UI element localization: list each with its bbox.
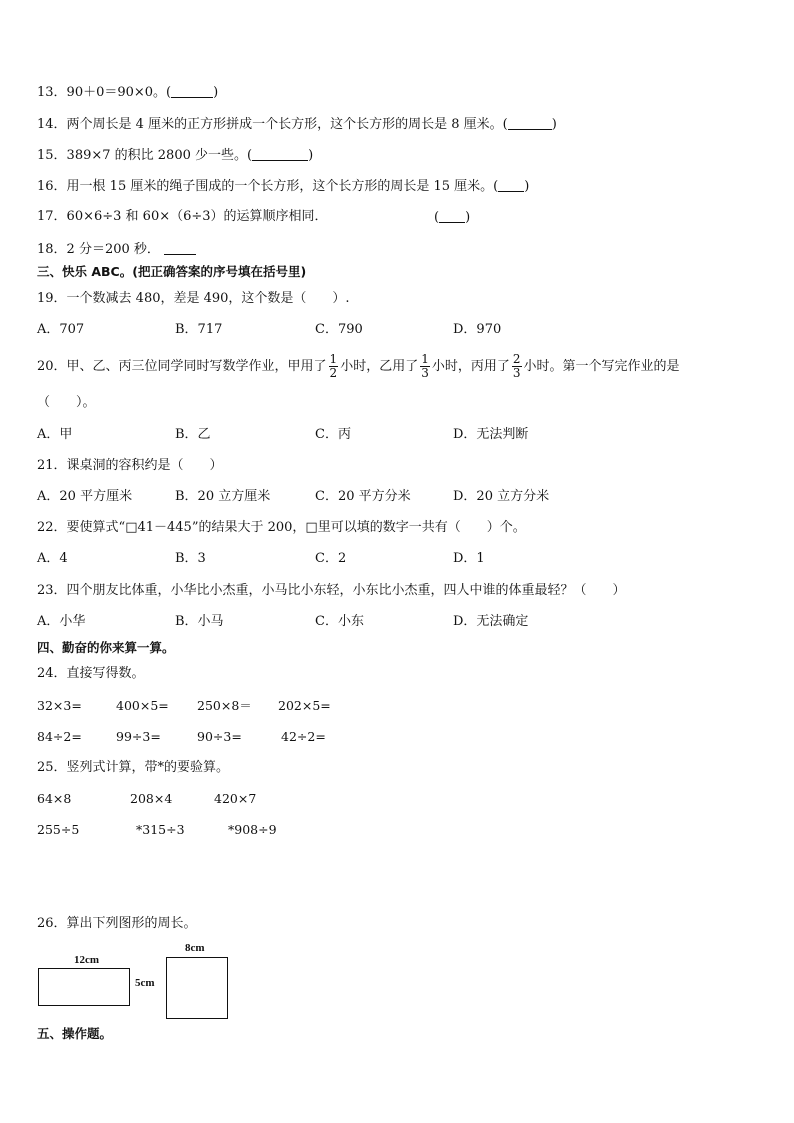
option-b[interactable]: B．3 <box>175 551 206 566</box>
answer-blank[interactable] <box>164 241 196 255</box>
square-side-label: 8cm <box>185 942 205 954</box>
answer-blank[interactable] <box>508 116 552 130</box>
question-16-text: 16．用一根 15 厘米的绳子围成的一个长方形，这个长方形的周长是 15 厘米。( <box>37 179 499 194</box>
calc-item: 208×4 <box>130 791 173 806</box>
question-21-text: 21．课桌洞的容积约是（ ） <box>37 458 223 473</box>
question-26-text: 26．算出下列图形的周长。 <box>37 916 197 931</box>
calc-item: 420×7 <box>214 791 257 806</box>
calc-item: 202×5= <box>278 698 331 713</box>
question-19-text: 19．一个数减去 480，差是 490，这个数是（ ）. <box>37 291 350 306</box>
question-20-text: 20．甲、乙、丙三位同学同时写数学作业，甲用了 <box>37 359 327 374</box>
question-24-text: 24．直接写得数。 <box>37 666 145 681</box>
option-a[interactable]: A．甲 <box>37 427 73 442</box>
option-d[interactable]: D．无法判断 <box>453 427 529 442</box>
option-b[interactable]: B．乙 <box>175 427 211 442</box>
calc-item: 42÷2= <box>281 729 326 744</box>
paren-open: ( <box>434 210 440 225</box>
answer-blank[interactable] <box>171 84 213 98</box>
option-d[interactable]: D．20 立方分米 <box>453 489 550 504</box>
fraction-one-third <box>420 353 430 380</box>
question-15 <box>37 147 313 164</box>
question-14-text: 14．两个周长是 4 厘米的正方形拼成一个长方形，这个长方形的周长是 8 厘米。( <box>37 117 508 132</box>
fraction-numerator: 2 <box>512 352 521 366</box>
calc-item: 64×8 <box>37 791 72 806</box>
question-17-answer <box>434 209 470 226</box>
question-15-text: 15．389×7 的积比 2800 少一些。( <box>37 148 253 163</box>
question-17 <box>37 209 328 225</box>
calc-item: *908÷9 <box>228 822 277 837</box>
calc-item: 250×8＝ <box>197 698 252 713</box>
option-c[interactable]: C．小东 <box>315 614 364 629</box>
option-a[interactable]: A．20 平方厘米 <box>37 489 133 504</box>
rect-height-label: 5cm <box>135 977 155 989</box>
calc-item: *315÷3 <box>136 822 185 837</box>
calc-item: 400×5= <box>116 698 169 713</box>
section-5-heading: 五、操作题。 <box>37 1026 113 1041</box>
fraction-denominator: 3 <box>421 366 429 380</box>
question-17-text: 17．60×6÷3 和 60×（6÷3）的运算顺序相同． <box>37 209 328 224</box>
paren-close: ) <box>465 210 471 225</box>
answer-blank[interactable] <box>439 209 465 223</box>
calc-item: 84÷2= <box>37 729 82 744</box>
calc-item: 99÷3= <box>116 729 161 744</box>
section-3-heading: 三、快乐 ABC。(把正确答案的序号填在括号里) <box>37 264 307 279</box>
rectangle-figure <box>38 968 130 1006</box>
paren-close: ) <box>551 117 557 132</box>
question-18 <box>37 241 196 258</box>
option-a[interactable]: A．4 <box>37 551 68 566</box>
fraction-numerator: 1 <box>421 352 429 366</box>
question-13 <box>37 84 218 101</box>
option-d[interactable]: D．970 <box>453 322 502 337</box>
question-13-text: 13．90＋0＝90×0。( <box>37 85 172 100</box>
question-25-text: 25．竖列式计算，带*的要验算。 <box>37 760 230 775</box>
question-20 <box>37 352 680 382</box>
answer-blank[interactable] <box>498 178 524 192</box>
question-20-text: 小时，乙用了 <box>340 359 419 374</box>
option-c[interactable]: C．2 <box>315 551 347 566</box>
option-d[interactable]: D．无法确定 <box>453 614 529 629</box>
option-c[interactable]: C．790 <box>315 322 363 337</box>
question-20-text: 小时。第一个写完作业的是 <box>523 359 680 374</box>
option-b[interactable]: B．717 <box>175 322 223 337</box>
fraction-one-half <box>329 353 339 380</box>
calc-item: 90÷3= <box>197 729 242 744</box>
question-18-text: 18．2 分＝200 秒． <box>37 242 160 257</box>
question-20-text: 小时，丙用了 <box>431 359 510 374</box>
option-c[interactable]: C．20 平方分米 <box>315 489 411 504</box>
question-23-text: 23．四个朋友比体重，小华比小杰重，小马比小东轻，小东比小杰重，四人中谁的体重最轻？（ ） <box>37 583 626 598</box>
option-a[interactable]: A．小华 <box>37 614 86 629</box>
answer-blank[interactable] <box>252 147 308 161</box>
question-20-paren: （ ）。 <box>37 395 96 410</box>
fraction-denominator: 2 <box>329 366 338 380</box>
option-d[interactable]: D．1 <box>453 551 485 566</box>
calc-item: 255÷5 <box>37 822 80 837</box>
paren-close: ) <box>524 179 530 194</box>
question-14 <box>37 116 557 133</box>
option-b[interactable]: B．20 立方厘米 <box>175 489 271 504</box>
square-figure <box>166 957 228 1019</box>
paren-close: ) <box>213 85 219 100</box>
option-b[interactable]: B．小马 <box>175 614 224 629</box>
calc-item: 32×3= <box>37 698 82 713</box>
fraction-two-thirds <box>512 353 522 380</box>
fraction-numerator: 1 <box>329 352 338 366</box>
question-16 <box>37 178 529 195</box>
paren-close: ) <box>308 148 314 163</box>
section-4-heading: 四、勤奋的你来算一算。 <box>37 640 175 655</box>
rect-width-label: 12cm <box>74 954 100 966</box>
option-a[interactable]: A．707 <box>37 322 85 337</box>
question-22-text: 22．要使算式“□41－445”的结果大于 200，□里可以填的数字一共有（ ）个。 <box>37 520 526 535</box>
fraction-denominator: 3 <box>512 366 521 380</box>
option-c[interactable]: C．丙 <box>315 427 351 442</box>
